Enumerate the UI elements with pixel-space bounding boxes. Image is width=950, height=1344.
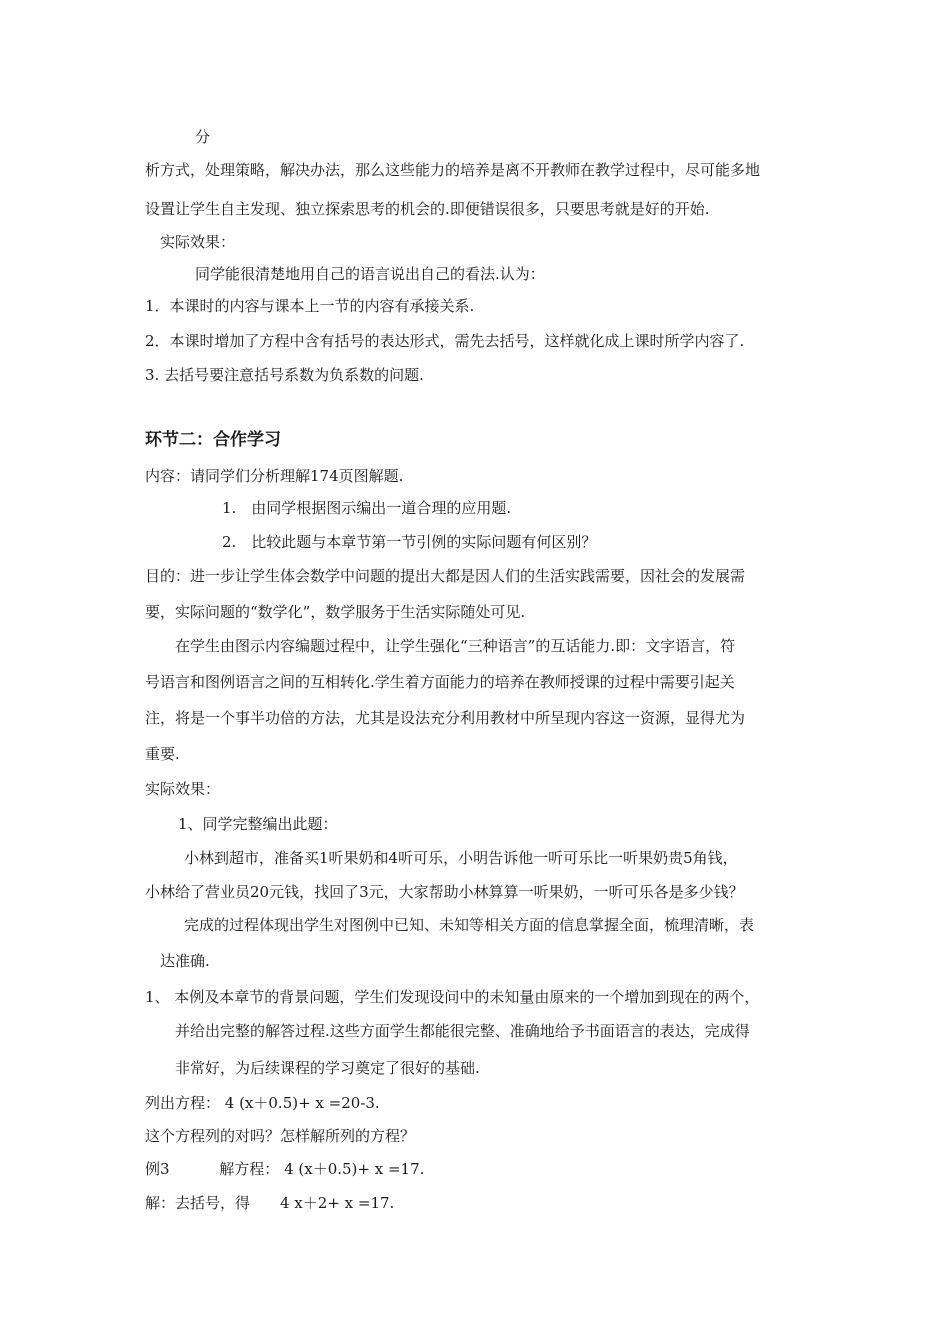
- text-line: 目的：进一步让学生体会数学中问题的提出大都是因人们的生活实践需要，因社会的发展需: [145, 567, 746, 585]
- text-line: 实际效果：: [160, 233, 236, 251]
- text-line: 号语言和图例语言之间的互相转化.学生着方面能力的培养在教师授课的过程中需要引起关: [145, 673, 735, 691]
- text-line: 同学能很清楚地用自己的语言说出自己的看法.认为：: [195, 265, 545, 283]
- equation-line: 例3 解方程： 4 (x＋0.5)+ x =17.: [145, 1160, 425, 1178]
- equation-line: 解：去括号，得 4 x＋2+ x =17.: [145, 1194, 395, 1212]
- text-line: 重要.: [145, 745, 180, 763]
- text-line: 非常好，为后续课程的学习奠定了很好的基础.: [175, 1059, 480, 1077]
- text-line: 小林给了营业员20元钱，找回了3元，大家帮助小林算算一听果奶，一听可乐各是多少钱？: [145, 883, 744, 901]
- list-item: 2. 比较此题与本章节第一节引例的实际问题有何区别？: [222, 533, 597, 551]
- list-item: 1、同学完整编出此题：: [178, 815, 338, 833]
- text-line: 分: [195, 128, 211, 146]
- list-item: 1．本课时的内容与课本上一节的内容有承接关系.: [145, 297, 475, 315]
- text-line: 在学生由图示内容编题过程中，让学生强化“三种语言”的互话能力.即：文字语言，符: [175, 637, 736, 655]
- list-item: 3. 去括号要注意括号系数为负系数的问题.: [145, 366, 424, 384]
- list-item: 2．本课时增加了方程中含有括号的表达形式，需先去括号，这样就化成上课时所学内容了.: [145, 332, 745, 350]
- text-line: 要，实际问题的“数学化”，数学服务于生活实际随处可见.: [145, 603, 526, 621]
- text-line: 并给出完整的解答过程.这些方面学生都能很完整、准确地给予书面语言的表达，完成得: [175, 1022, 750, 1040]
- equation-line: 列出方程： 4 (x＋0.5)+ x =20-3.: [145, 1094, 380, 1112]
- section-heading: 环节二：合作学习: [145, 430, 281, 450]
- text-line: 这个方程列的对吗？怎样解所列的方程？: [145, 1127, 416, 1145]
- text-line: 设置让学生自主发现、独立探索思考的机会的.即便错误很多，只要思考就是好的开始.: [145, 200, 710, 218]
- text-line: 小林到超市，准备买1听果奶和4听可乐，小明告诉他一听可乐比一听果奶贵5角钱，: [184, 849, 738, 867]
- text-line: 完成的过程体现出学生对图例中已知、未知等相关方面的信息掌握全面，梳理清晰，表: [184, 916, 755, 934]
- text-line: 注，将是一个事半功倍的方法，尤其是设法充分利用教材中所呈现内容这一资源，显得尤为: [145, 709, 746, 727]
- list-item: 1、 本例及本章节的背景问题，学生们发现设问中的未知量由原来的一个增加到现在的两个，: [145, 988, 760, 1006]
- text-line: 达准确.: [160, 952, 210, 970]
- list-item: 1. 由同学根据图示编出一道合理的应用题.: [222, 499, 512, 517]
- text-line: 析方式，处理策略，解决办法，那么这些能力的培养是离不开教师在教学过程中，尽可能多地: [145, 161, 761, 179]
- text-line: 内容：请同学们分析理解174页图解题.: [145, 467, 404, 485]
- text-line: 实际效果：: [145, 780, 221, 798]
